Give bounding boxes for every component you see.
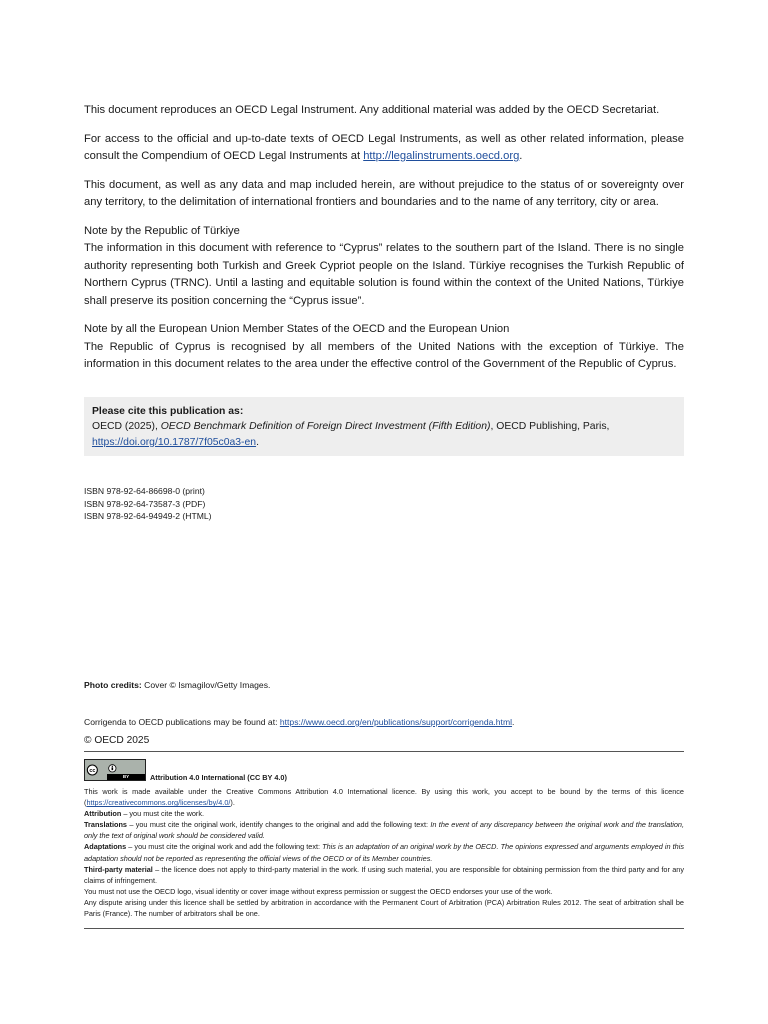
photo-credits-label: Photo credits: [84,680,142,690]
isbn-list [84,485,684,523]
intro-paragraph-2-text: For access to the official and up-to-date texts of OECD Legal Instruments, as well as other related information, please consult the Compendium of OECD Legal Instruments at [84,132,684,162]
citation-work-title: OECD Benchmark Definition of Foreign Direct Investment (Fifth Edition) [160,421,491,432]
turkiye-note-text: The information in this document with reference to “Cyprus” relates to the southern part of the Island. There is no single authority representing both Turkish and Greek Cypriot people on the Island. Türkiye recognises the Turkish Republic of Northern Cyprus (TRNC). Until a lasting and equitable solution is found within the context of the United Nations, Türkiye shall preserve its position concerning the “Cyprus issue”. [84,242,684,307]
attribution-label: Attribution [84,809,122,819]
licence-adaptations [84,841,684,863]
intro-section [84,102,684,374]
isbn-html: ISBN 978-92-64-94949-2 (HTML) [84,511,212,522]
bottom-divider [84,928,684,929]
licence-translations [84,819,684,841]
translations-text: – you must cite the original work, identify changes to the original and add the following text: [126,820,431,830]
adaptations-text: – you must cite the original work and add the following text: [126,842,323,852]
citation-prefix: OECD (2025), [92,421,161,432]
photo-credits [84,680,270,690]
third-party-label: Third-party material [84,864,153,874]
doi-link[interactable]: https://doi.org/10.1787/7f05c0a3-en [92,436,257,448]
turkiye-note-heading: Note by the Republic of Türkiye [84,224,240,237]
cc-by-label: BY [107,774,145,780]
licence-title: Attribution 4.0 International (CC BY 4.0) [150,773,287,782]
translations-label: Translations [84,820,127,830]
adaptations-italic: This is an adaptation of an original work by the OECD. The opinions expressed and arguments employed in this adaptation should not be reported as representing the official views of the OECD or of its Member countries. [84,842,684,863]
citation-box [84,397,684,457]
cc-icon-text: cc [89,767,96,774]
licence-text [84,786,684,919]
third-party-text: – the licence does not apply to third-party material in the work. If using such material, you are responsible for obtaining permission from the third party and for any claims of infringement. [84,864,684,885]
intro-paragraph-2-end: . [519,150,523,162]
translations-italic: In the event of any discrepancy between the original work and the translation, only the text of original work should be considered valid. [84,820,684,841]
citation-title: Please cite this publication as: [92,405,244,417]
licence-intro-text: This work is made available under the Creative Commons Attribution 4.0 International licence. By using this work, you accept to be bound by the terms of this licence ( [84,787,684,808]
licence-arbitration: Any dispute arising under this licence shall be settled by arbitration in accordance with the Permanent Court of Arbitration (PCA) Arbitration Rules 2012. The seat of arbitration shall be Paris (France). The number of arbitrators shall be one. [84,897,684,919]
licence-link[interactable]: https://creativecommons.org/licenses/by/4.0/ [86,798,231,808]
isbn-print: ISBN 978-92-64-86698-0 (print) [84,486,205,496]
licence-intro [84,786,684,808]
corrigenda-end: . [512,717,515,727]
corrigenda-link[interactable]: https://www.oecd.org/en/publications/support/corrigenda.html [279,717,513,727]
licence-third-party [84,864,684,886]
attribution-text: – you must cite the work. [121,809,205,819]
intro-paragraph-2 [84,131,684,166]
top-divider [84,751,684,752]
citation-doi-line [92,435,676,451]
citation-text [92,419,676,435]
licence-attribution [84,808,684,819]
intro-paragraph-1: This document reproduces an OECD Legal Instrument. Any additional material was added by the OECD Secretariat. [84,104,660,116]
document-page [84,102,684,919]
corrigenda-text: Corrigenda to OECD publications may be found at: [84,717,280,727]
isbn-pdf: ISBN 978-92-64-73587-3 (PDF) [84,498,206,509]
photo-credits-text: Cover © Ismagilov/Getty Images. [141,680,271,690]
intro-paragraph-3: This document, as well as any data and map included herein, are without prejudice to the status of or sovereignty over any territory, to the delimitation of international frontiers and boundaries and to the name of any territory, city or area. [84,178,684,208]
eu-note-text: The Republic of Cyprus is recognised by all members of the United Nations with the exception of Türkiye. The information in this document relates to the area under the effective control of the Government of the Republic of Cyprus. [84,340,684,370]
cc-by-badge[interactable] [84,759,146,781]
licence-intro-end: ). [230,798,235,808]
corrigenda-line [84,717,514,727]
eu-note-heading: Note by all the European Union Member States of the OECD and the European Union [84,323,510,335]
legal-instruments-link[interactable]: http://legalinstruments.oecd.org [363,150,520,162]
licence-logo-notice: You must not use the OECD logo, visual identity or cover image without express permission or suggest the OECD endorses your use of the work. [84,886,553,896]
copyright: © OECD 2025 [84,735,150,746]
adaptations-label: Adaptations [84,842,127,852]
citation-suffix: , OECD Publishing, Paris, [490,421,610,432]
citation-doi-end: . [256,436,259,448]
